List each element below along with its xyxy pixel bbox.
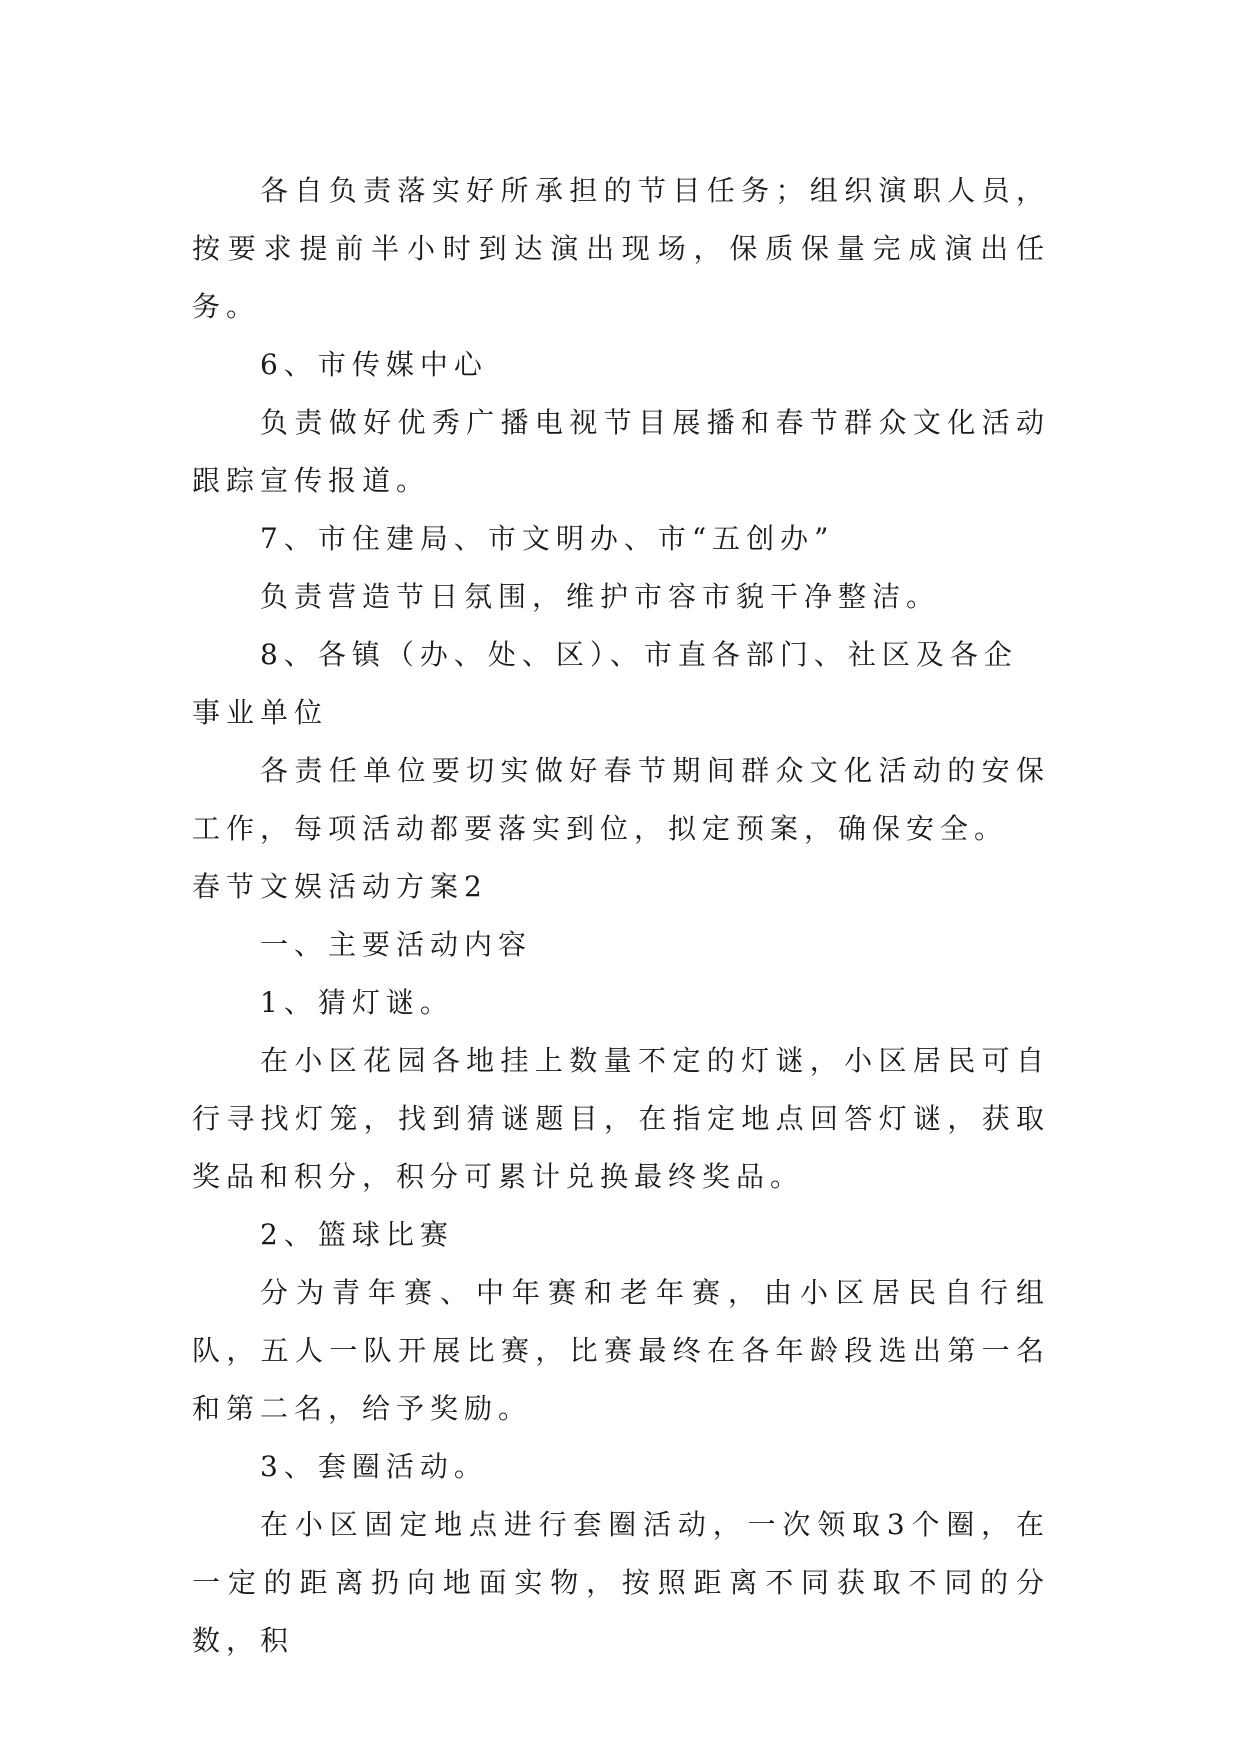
paragraph-responsible-units: 各责任单位要切实做好春节期间群众文化活动的安保工作，每项活动都要落实到位，拟定预案，确保安全。 <box>192 754 1050 845</box>
paragraph-lantern-riddles: 在小区花园各地挂上数量不定的灯谜，小区居民可自行寻找灯笼，找到猜谜题目，在指定地点回答灯谜，获取奖品和积分，积分可累计兑换最终奖品。 <box>192 1044 1050 1193</box>
paragraph-program-tasks: 各自负责落实好所承担的节目任务；组织演职人员，按要求提前半小时到达演出现场，保质保量完成演出任务。 <box>192 174 1050 323</box>
heading-basketball: 2、篮球比赛 <box>260 1218 454 1251</box>
heading-media-center: 6、市传媒中心 <box>260 348 488 381</box>
document-body <box>192 162 1050 1670</box>
paragraph-ring-toss: 在小区固定地点进行套圈活动，一次领取3个圈，在一定的距离扔向地面实物，按照距离不同获取不同的分数，积 <box>192 1508 1050 1657</box>
heading-lantern-riddles: 1、猜灯谜。 <box>260 986 454 1019</box>
heading-responsible-units: 8、各镇（办、处、区）、市直各部门、社区及各企事业单位 <box>192 638 1018 729</box>
section-title-plan-2: 春节文娱活动方案2 <box>192 870 488 903</box>
heading-ring-toss: 3、套圈活动。 <box>260 1450 488 1483</box>
heading-main-activities: 一、主要活动内容 <box>260 928 533 961</box>
paragraph-basketball: 分为青年赛、中年赛和老年赛，由小区居民自行组队，五人一队开展比赛，比赛最终在各年龄段选出第一名和第二名，给予奖励。 <box>192 1276 1050 1425</box>
paragraph-media-center: 负责做好优秀广播电视节目展播和春节群众文化活动跟踪宣传报道。 <box>192 406 1050 497</box>
heading-housing-bureau: 7、市住建局、市文明办、市“五创办” <box>260 522 835 555</box>
paragraph-housing-bureau: 负责营造节日氛围，维护市容市貌干净整洁。 <box>260 580 941 613</box>
